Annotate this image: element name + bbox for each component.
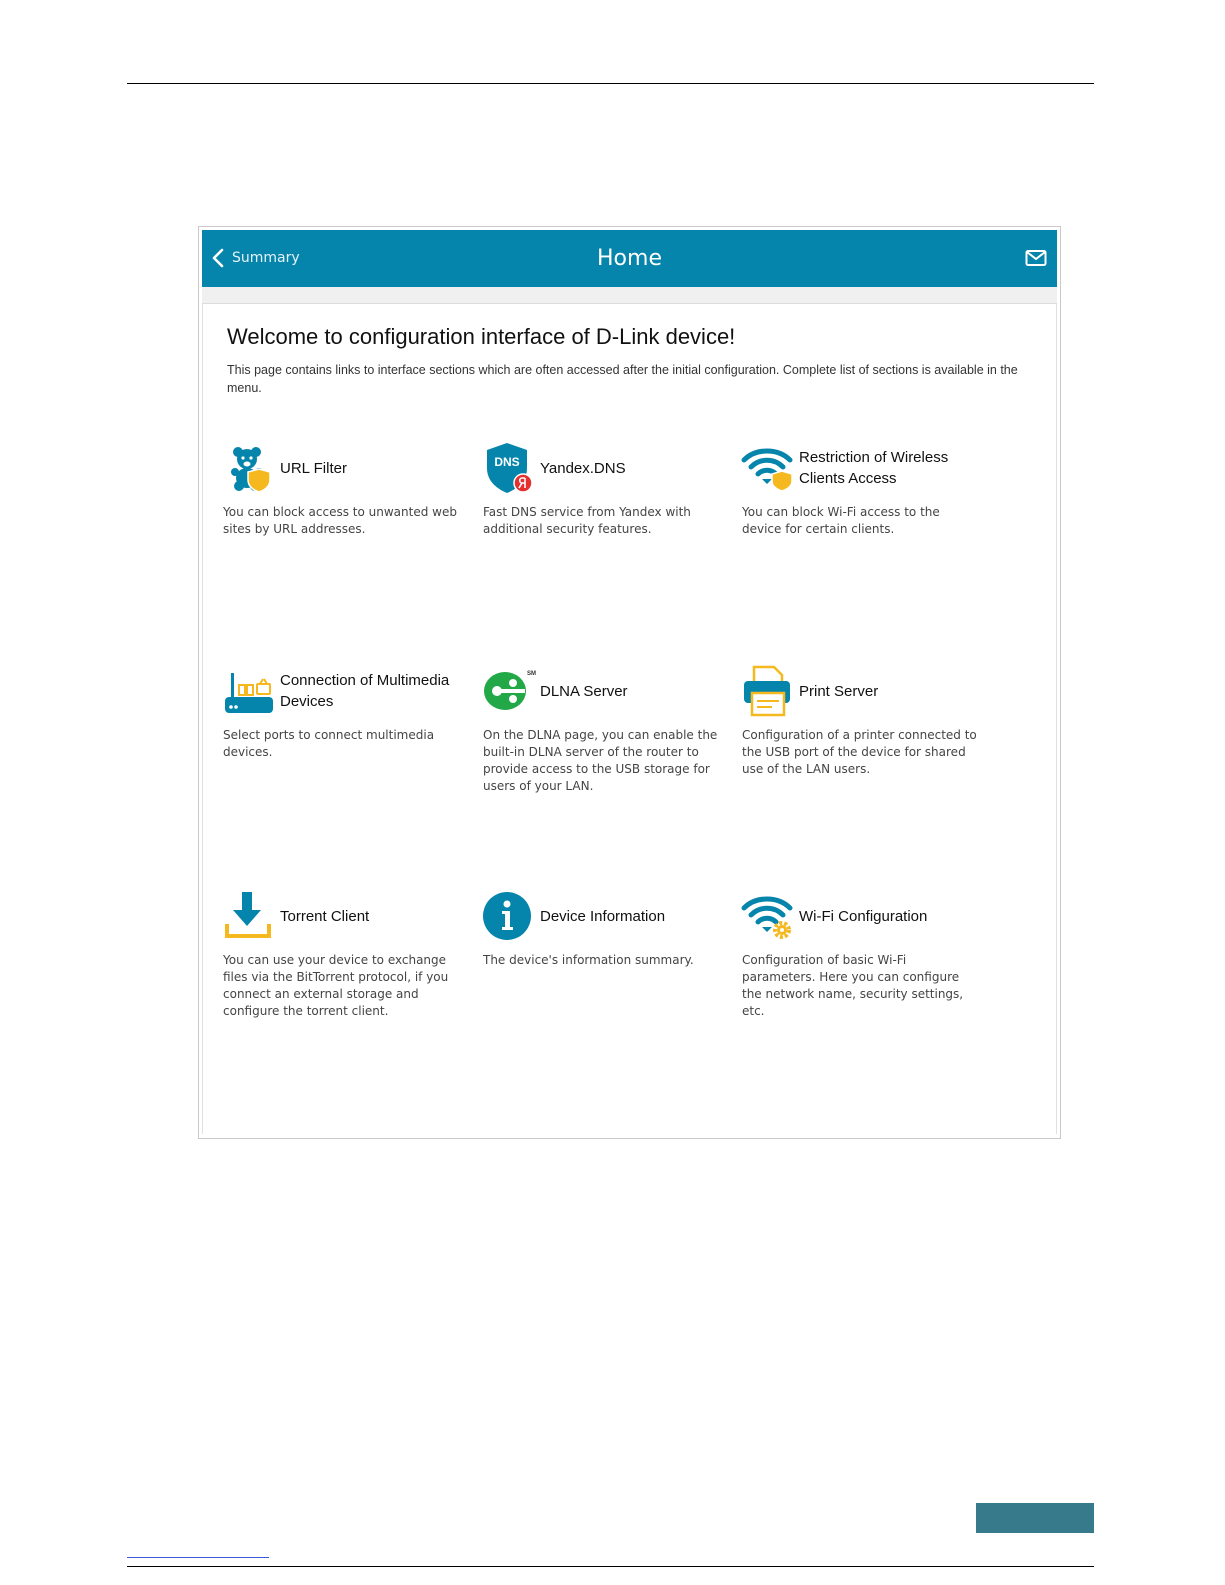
card-multimedia-devices bbox=[223, 665, 463, 761]
card-wifi-configuration bbox=[742, 890, 982, 1020]
card-title: Restriction of Wireless Clients Access bbox=[799, 449, 949, 487]
header-subbar bbox=[202, 287, 1057, 304]
page-top-rule bbox=[127, 83, 1094, 84]
card-title: Yandex.DNS bbox=[540, 459, 626, 477]
wifi-shield-icon bbox=[742, 442, 794, 494]
card-yandex-dns-link[interactable] bbox=[483, 442, 723, 494]
card-yandex-dns bbox=[483, 442, 723, 538]
card-description: You can block access to unwanted web sites by URL addresses. bbox=[223, 505, 457, 536]
back-label: Summary bbox=[232, 250, 300, 266]
welcome-heading: Welcome to configuration interface of D-Link device! bbox=[227, 324, 736, 349]
card-description: The device's information summary. bbox=[483, 953, 694, 967]
card-url-filter bbox=[223, 442, 463, 538]
card-device-information-link[interactable] bbox=[483, 890, 723, 942]
card-title: DLNA Server bbox=[540, 682, 628, 700]
card-wireless-restriction-link[interactable] bbox=[742, 442, 982, 494]
screenshot-frame bbox=[198, 226, 1061, 1139]
printer-icon bbox=[742, 665, 794, 717]
card-multimedia-devices-link[interactable] bbox=[223, 665, 463, 717]
card-print-server bbox=[742, 665, 982, 778]
card-dlna-server-link[interactable] bbox=[483, 665, 723, 717]
card-title: Torrent Client bbox=[280, 907, 370, 925]
card-title: Device Information bbox=[540, 907, 666, 925]
main-content bbox=[202, 304, 1057, 1134]
intro-text: This page contains links to interface sections which are often accessed after the initial configuration. Complete list of sections is available in the menu. bbox=[227, 363, 1018, 395]
wifi-gear-icon bbox=[742, 890, 794, 942]
svg-text:SM: SM bbox=[527, 671, 536, 677]
card-torrent-client bbox=[223, 890, 463, 1020]
card-description: Select ports to connect multimedia devices. bbox=[223, 728, 435, 759]
card-title: Wi-Fi Configuration bbox=[799, 907, 928, 925]
card-print-server-link[interactable] bbox=[742, 665, 982, 717]
svg-text:DNS: DNS bbox=[494, 455, 520, 469]
card-title: Print Server bbox=[799, 682, 879, 700]
card-wifi-configuration-link[interactable] bbox=[742, 890, 982, 942]
dlna-icon bbox=[483, 665, 535, 717]
card-wireless-restriction bbox=[742, 442, 982, 538]
card-description: On the DLNA page, you can enable the built-in DLNA server of the router to provide access to the USB storage for users of your LAN. bbox=[483, 728, 718, 793]
info-icon bbox=[483, 890, 535, 942]
card-description: Configuration of basic Wi-Fi parameters. Here you can configure the network name, security settings, etc. bbox=[742, 953, 964, 1018]
card-url-filter-link[interactable] bbox=[223, 442, 463, 494]
card-description: Fast DNS service from Yandex with additional security features. bbox=[483, 505, 691, 536]
card-torrent-client-link[interactable] bbox=[223, 890, 463, 942]
mail-icon[interactable] bbox=[1025, 248, 1047, 268]
router-devices-icon bbox=[223, 665, 275, 717]
card-description: Configuration of a printer connected to the USB port of the device for shared use of the LAN users. bbox=[742, 728, 977, 776]
card-description: You can block Wi-Fi access to the device for certain clients. bbox=[742, 505, 940, 536]
page-bottom-rule bbox=[127, 1566, 1094, 1567]
download-icon bbox=[223, 890, 275, 942]
page-title: Home bbox=[597, 246, 662, 271]
yandex-dns-shield-icon bbox=[483, 442, 535, 494]
card-device-information bbox=[483, 890, 723, 969]
footer-link-underline bbox=[127, 1557, 269, 1558]
app-header bbox=[202, 230, 1057, 287]
page-number-tab bbox=[976, 1503, 1094, 1533]
card-title: URL Filter bbox=[280, 459, 347, 477]
card-description: You can use your device to exchange files via the BitTorrent protocol, if you connect an external storage and configure the torrent client. bbox=[223, 953, 449, 1018]
card-dlna-server bbox=[483, 665, 723, 795]
card-title: Connection of Multimedia Devices bbox=[280, 672, 450, 710]
teddy-bear-icon bbox=[223, 442, 275, 494]
